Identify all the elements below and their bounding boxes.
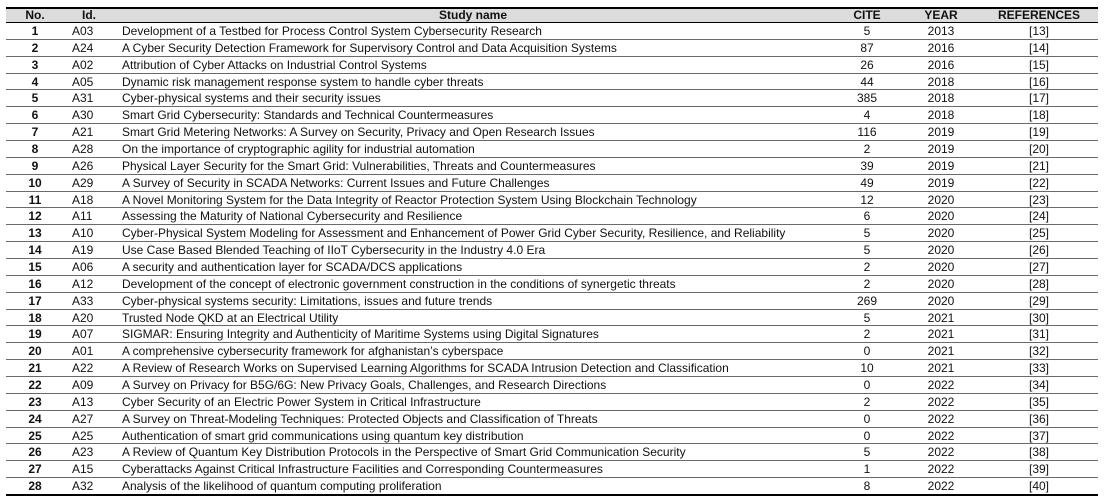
header-year: YEAR <box>902 8 980 23</box>
reference: [20] <box>980 141 1098 158</box>
study-year: 2022 <box>902 410 980 427</box>
study-year: 2022 <box>902 427 980 444</box>
row-number: 4 <box>6 73 64 90</box>
cite-count: 5 <box>832 242 902 259</box>
reference: [14] <box>980 39 1098 56</box>
row-number: 17 <box>6 292 64 309</box>
table-row <box>6 174 1098 191</box>
study-year: 2022 <box>902 478 980 495</box>
study-year: 2021 <box>902 309 980 326</box>
row-number: 2 <box>6 39 64 56</box>
reference: [40] <box>980 478 1098 495</box>
study-year: 2021 <box>902 326 980 343</box>
table-row <box>6 427 1098 444</box>
cite-count: 2 <box>832 326 902 343</box>
study-name: Assessing the Maturity of National Cybersecurity and Resilience <box>114 208 832 225</box>
cite-count: 4 <box>832 107 902 124</box>
reference: [39] <box>980 461 1098 478</box>
table-row <box>6 326 1098 343</box>
table-header-row <box>6 8 1098 23</box>
reference: [33] <box>980 360 1098 377</box>
table-row <box>6 23 1098 40</box>
study-id: A09 <box>64 377 114 394</box>
cite-count: 116 <box>832 124 902 141</box>
cite-count: 49 <box>832 174 902 191</box>
reference: [21] <box>980 157 1098 174</box>
study-name: Cyber-Physical System Modeling for Assessment and Enhancement of Power Grid Cyber Security, Resilience, and Reliability <box>114 225 832 242</box>
cite-count: 0 <box>832 343 902 360</box>
study-year: 2013 <box>902 23 980 40</box>
study-name: A Review of Quantum Key Distribution Protocols in the Perspective of Smart Grid Communication Security <box>114 444 832 461</box>
table-row <box>6 377 1098 394</box>
reference: [15] <box>980 56 1098 73</box>
cite-count: 2 <box>832 275 902 292</box>
study-name: Trusted Node QKD at an Electrical Utility <box>114 309 832 326</box>
row-number: 10 <box>6 174 64 191</box>
cite-count: 2 <box>832 393 902 410</box>
cite-count: 269 <box>832 292 902 309</box>
reference: [29] <box>980 292 1098 309</box>
study-id: A32 <box>64 478 114 495</box>
study-id: A25 <box>64 427 114 444</box>
study-name: A Survey on Threat-Modeling Techniques: Protected Objects and Classification of Threats <box>114 410 832 427</box>
study-name: A Survey of Security in SCADA Networks: Current Issues and Future Challenges <box>114 174 832 191</box>
reference: [25] <box>980 225 1098 242</box>
row-number: 8 <box>6 141 64 158</box>
row-number: 28 <box>6 478 64 495</box>
study-name: Development of the concept of electronic government construction in the conditions of synergetic threats <box>114 275 832 292</box>
table-row <box>6 39 1098 56</box>
study-id: A28 <box>64 141 114 158</box>
study-id: A26 <box>64 157 114 174</box>
study-name: A comprehensive cybersecurity framework for afghanistan’s cyberspace <box>114 343 832 360</box>
study-id: A19 <box>64 242 114 259</box>
table-row <box>6 191 1098 208</box>
study-year: 2019 <box>902 174 980 191</box>
study-id: A24 <box>64 39 114 56</box>
table-row <box>6 90 1098 107</box>
cite-count: 0 <box>832 427 902 444</box>
study-year: 2021 <box>902 360 980 377</box>
row-number: 19 <box>6 326 64 343</box>
study-id: A30 <box>64 107 114 124</box>
row-number: 18 <box>6 309 64 326</box>
study-year: 2019 <box>902 157 980 174</box>
reference: [24] <box>980 208 1098 225</box>
study-id: A12 <box>64 275 114 292</box>
study-name: A Review of Research Works on Supervised Learning Algorithms for SCADA Intrusion Detection and Classification <box>114 360 832 377</box>
reference: [17] <box>980 90 1098 107</box>
reference: [28] <box>980 275 1098 292</box>
table-row <box>6 343 1098 360</box>
study-id: A13 <box>64 393 114 410</box>
row-number: 6 <box>6 107 64 124</box>
reference: [30] <box>980 309 1098 326</box>
row-number: 22 <box>6 377 64 394</box>
row-number: 3 <box>6 56 64 73</box>
study-name: Use Case Based Blended Teaching of IIoT Cybersecurity in the Industry 4.0 Era <box>114 242 832 259</box>
cite-count: 385 <box>832 90 902 107</box>
cite-count: 5 <box>832 225 902 242</box>
cite-count: 2 <box>832 259 902 276</box>
reference: [13] <box>980 23 1098 40</box>
study-year: 2020 <box>902 292 980 309</box>
study-year: 2022 <box>902 444 980 461</box>
table-row <box>6 292 1098 309</box>
study-year: 2022 <box>902 461 980 478</box>
row-number: 9 <box>6 157 64 174</box>
row-number: 20 <box>6 343 64 360</box>
row-number: 15 <box>6 259 64 276</box>
study-year: 2016 <box>902 39 980 56</box>
table-row <box>6 360 1098 377</box>
study-name: Authentication of smart grid communications using quantum key distribution <box>114 427 832 444</box>
header-references: REFERENCES <box>980 8 1098 23</box>
study-id: A29 <box>64 174 114 191</box>
table-row <box>6 157 1098 174</box>
row-number: 12 <box>6 208 64 225</box>
study-year: 2022 <box>902 393 980 410</box>
study-id: A33 <box>64 292 114 309</box>
table-row <box>6 259 1098 276</box>
study-year: 2020 <box>902 275 980 292</box>
table-row <box>6 242 1098 259</box>
cite-count: 87 <box>832 39 902 56</box>
row-number: 7 <box>6 124 64 141</box>
study-id: A06 <box>64 259 114 276</box>
row-number: 11 <box>6 191 64 208</box>
study-year: 2020 <box>902 259 980 276</box>
cite-count: 1 <box>832 461 902 478</box>
cite-count: 39 <box>832 157 902 174</box>
row-number: 23 <box>6 393 64 410</box>
study-year: 2016 <box>902 56 980 73</box>
row-number: 5 <box>6 90 64 107</box>
reference: [34] <box>980 377 1098 394</box>
reference: [27] <box>980 259 1098 276</box>
study-id: A05 <box>64 73 114 90</box>
reference: [36] <box>980 410 1098 427</box>
cite-count: 5 <box>832 23 902 40</box>
study-name: Smart Grid Cybersecurity: Standards and Technical Countermeasures <box>114 107 832 124</box>
reference: [35] <box>980 393 1098 410</box>
study-name: A Cyber Security Detection Framework for Supervisory Control and Data Acquisition Systems <box>114 39 832 56</box>
study-id: A11 <box>64 208 114 225</box>
reference: [19] <box>980 124 1098 141</box>
study-name: Cyber-physical systems and their security issues <box>114 90 832 107</box>
table-row <box>6 478 1098 495</box>
table-row <box>6 225 1098 242</box>
table-row <box>6 107 1098 124</box>
study-year: 2018 <box>902 73 980 90</box>
study-id: A03 <box>64 23 114 40</box>
table-body <box>6 23 1098 495</box>
reference: [16] <box>980 73 1098 90</box>
study-name: A Survey on Privacy for B5G/6G: New Privacy Goals, Challenges, and Research Directions <box>114 377 832 394</box>
study-name: Cyber Security of an Electric Power System in Critical Infrastructure <box>114 393 832 410</box>
header-id: Id. <box>64 8 114 23</box>
cite-count: 5 <box>832 309 902 326</box>
study-id: A27 <box>64 410 114 427</box>
reference: [22] <box>980 174 1098 191</box>
cite-count: 44 <box>832 73 902 90</box>
row-number: 26 <box>6 444 64 461</box>
header-cite: CITE <box>832 8 902 23</box>
reference: [26] <box>980 242 1098 259</box>
row-number: 27 <box>6 461 64 478</box>
table-row <box>6 309 1098 326</box>
study-name: Dynamic risk management response system to handle cyber threats <box>114 73 832 90</box>
header-study-name: Study name <box>114 8 832 23</box>
study-id: A07 <box>64 326 114 343</box>
table-row <box>6 124 1098 141</box>
study-name: Attribution of Cyber Attacks on Industrial Control Systems <box>114 56 832 73</box>
study-id: A02 <box>64 56 114 73</box>
study-year: 2018 <box>902 107 980 124</box>
table-row <box>6 444 1098 461</box>
study-year: 2019 <box>902 141 980 158</box>
row-number: 1 <box>6 23 64 40</box>
study-name: Physical Layer Security for the Smart Grid: Vulnerabilities, Threats and Countermeasures <box>114 157 832 174</box>
table-row <box>6 393 1098 410</box>
study-id: A22 <box>64 360 114 377</box>
cite-count: 12 <box>832 191 902 208</box>
row-number: 13 <box>6 225 64 242</box>
cite-count: 0 <box>832 410 902 427</box>
study-name: Analysis of the likelihood of quantum computing proliferation <box>114 478 832 495</box>
study-year: 2020 <box>902 242 980 259</box>
row-number: 16 <box>6 275 64 292</box>
table-row <box>6 141 1098 158</box>
study-year: 2022 <box>902 377 980 394</box>
cite-count: 2 <box>832 141 902 158</box>
table-row <box>6 56 1098 73</box>
study-name: Cyber-physical systems security: Limitations, issues and future trends <box>114 292 832 309</box>
row-number: 25 <box>6 427 64 444</box>
study-name: A security and authentication layer for SCADA/DCS applications <box>114 259 832 276</box>
table-row <box>6 73 1098 90</box>
cite-count: 26 <box>832 56 902 73</box>
study-id: A10 <box>64 225 114 242</box>
row-number: 24 <box>6 410 64 427</box>
reference: [23] <box>980 191 1098 208</box>
study-year: 2019 <box>902 124 980 141</box>
row-number: 14 <box>6 242 64 259</box>
header-no: No. <box>6 8 64 23</box>
study-id: A21 <box>64 124 114 141</box>
study-id: A15 <box>64 461 114 478</box>
table-row <box>6 208 1098 225</box>
study-id: A18 <box>64 191 114 208</box>
study-year: 2020 <box>902 225 980 242</box>
study-id: A01 <box>64 343 114 360</box>
study-name: SIGMAR: Ensuring Integrity and Authenticity of Maritime Systems using Digital Signatures <box>114 326 832 343</box>
study-name: On the importance of cryptographic agility for industrial automation <box>114 141 832 158</box>
study-year: 2018 <box>902 90 980 107</box>
row-number: 21 <box>6 360 64 377</box>
table-row <box>6 275 1098 292</box>
study-name: Development of a Testbed for Process Control System Cybersecurity Research <box>114 23 832 40</box>
study-name: Cyberattacks Against Critical Infrastructure Facilities and Corresponding Countermeasures <box>114 461 832 478</box>
study-id: A31 <box>64 90 114 107</box>
reference: [31] <box>980 326 1098 343</box>
cite-count: 8 <box>832 478 902 495</box>
table-row <box>6 461 1098 478</box>
study-id: A23 <box>64 444 114 461</box>
study-year: 2021 <box>902 343 980 360</box>
study-name: Smart Grid Metering Networks: A Survey on Security, Privacy and Open Research Issues <box>114 124 832 141</box>
table-row <box>6 410 1098 427</box>
study-year: 2020 <box>902 208 980 225</box>
study-id: A20 <box>64 309 114 326</box>
reference: [18] <box>980 107 1098 124</box>
cite-count: 6 <box>832 208 902 225</box>
reference: [32] <box>980 343 1098 360</box>
study-year: 2020 <box>902 191 980 208</box>
studies-table <box>6 7 1098 496</box>
cite-count: 0 <box>832 377 902 394</box>
cite-count: 10 <box>832 360 902 377</box>
cite-count: 5 <box>832 444 902 461</box>
reference: [37] <box>980 427 1098 444</box>
study-name: A Novel Monitoring System for the Data Integrity of Reactor Protection System Using Blockchain Technology <box>114 191 832 208</box>
reference: [38] <box>980 444 1098 461</box>
